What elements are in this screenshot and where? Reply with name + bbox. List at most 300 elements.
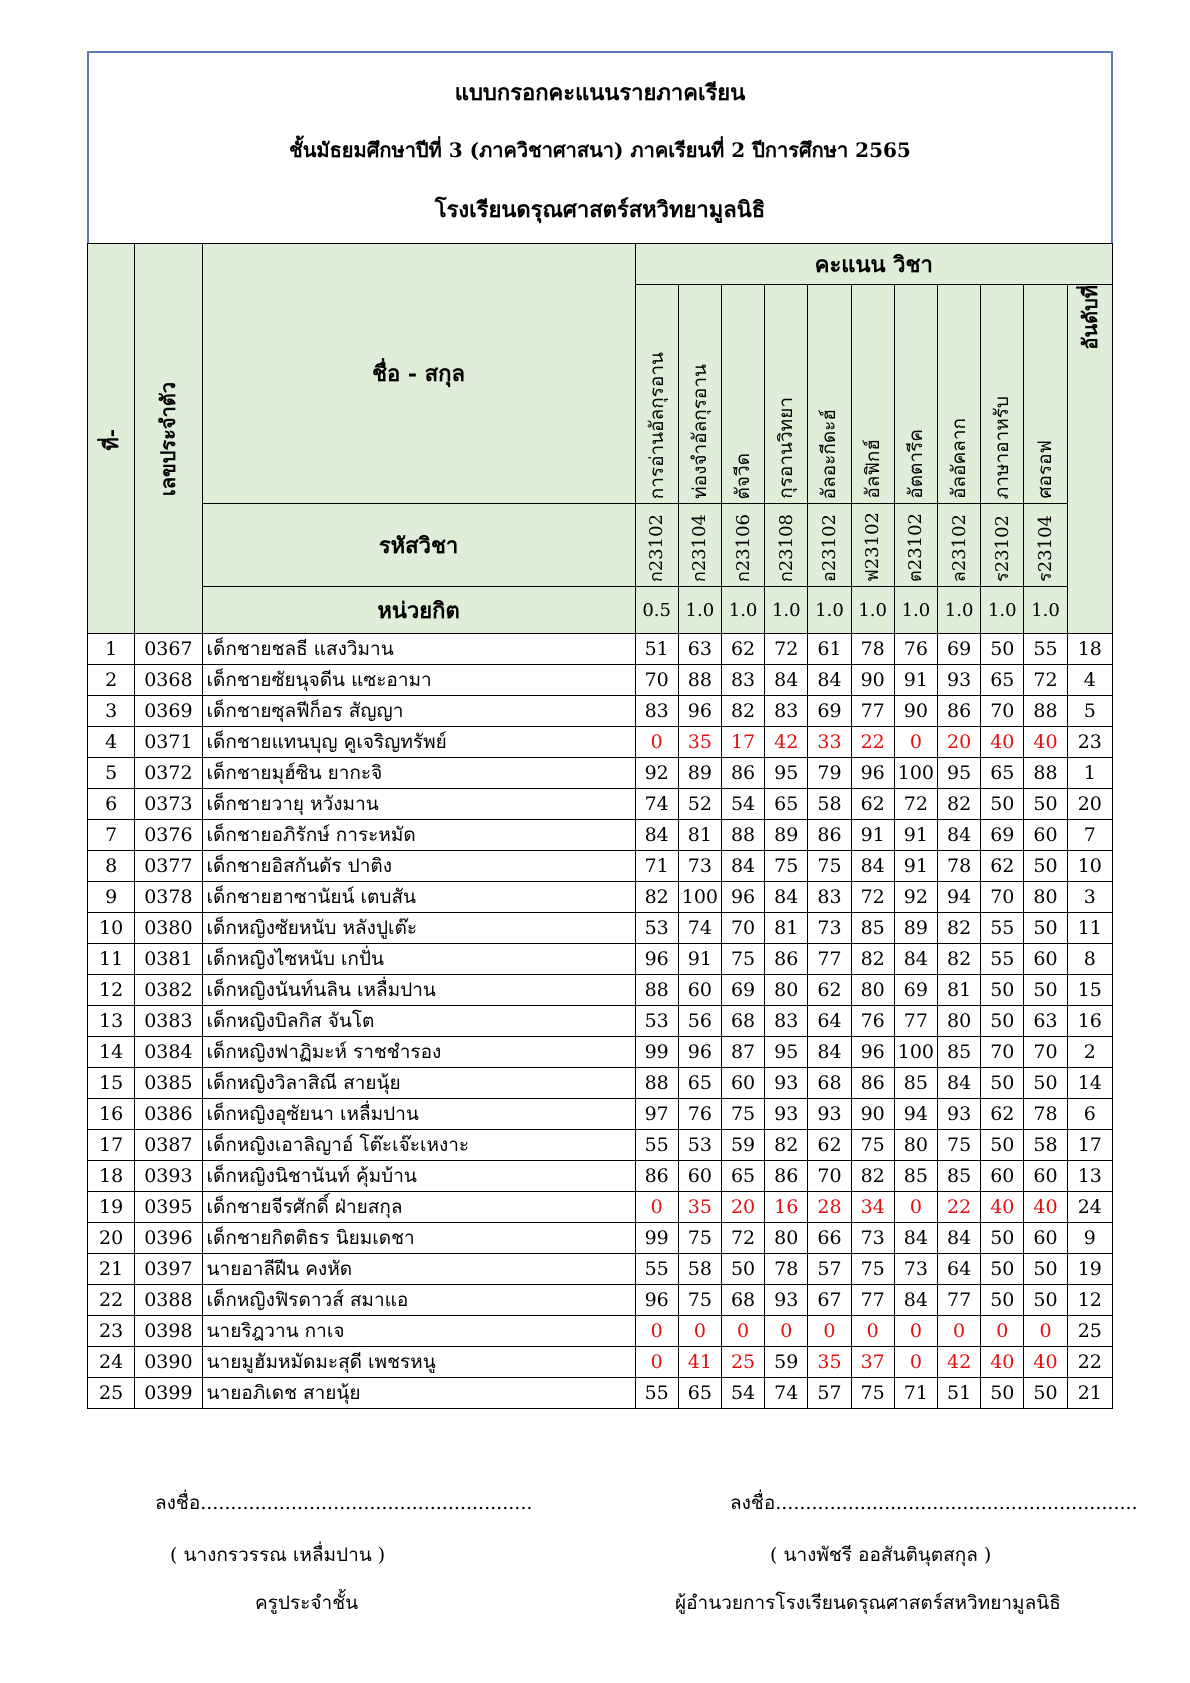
score-cell: 62 — [808, 975, 851, 1006]
rank-cell: 1 — [1067, 758, 1112, 789]
header-credit-label: หน่วยกิต — [202, 587, 635, 634]
subject-code: ก23106 — [721, 504, 764, 587]
student-name: นายอภิเดช สายนุ้ย — [202, 1378, 635, 1409]
student-name: เด็กชายซัยนุจดีน แซะอามา — [202, 665, 635, 696]
score-cell: 62 — [851, 789, 894, 820]
student-name: เด็กชายแทนบุญ คูเจริญทรัพย์ — [202, 727, 635, 758]
subject-code: ต23102 — [894, 504, 937, 587]
score-cell: 100 — [678, 882, 721, 913]
score-cell: 73 — [808, 913, 851, 944]
right-signer-role: ผู้อำนวยการโรงเรียนดรุณศาสตร์สหวิทยามูลนิธิ — [675, 1592, 1061, 1614]
subject-credit: 1.0 — [981, 587, 1024, 634]
score-cell: 53 — [678, 1130, 721, 1161]
score-cell: 84 — [937, 820, 980, 851]
score-cell: 55 — [635, 1130, 678, 1161]
student-name: เด็กหญิงไซหนับ เกปั่น — [202, 944, 635, 975]
header-rank: อันดับที่ — [1067, 285, 1112, 634]
subject-name-header: ตัจวีด — [721, 285, 764, 504]
row-number: 23 — [88, 1316, 135, 1347]
score-cell: 80 — [851, 975, 894, 1006]
score-cell: 20 — [721, 1192, 764, 1223]
score-cell: 0 — [635, 1316, 678, 1347]
row-number: 4 — [88, 727, 135, 758]
student-rows — [88, 634, 1113, 1409]
score-cell: 35 — [678, 727, 721, 758]
subject-name-header: กุรอานวิทยา — [765, 285, 808, 504]
score-cell: 53 — [635, 1006, 678, 1037]
student-id: 0395 — [135, 1192, 202, 1223]
score-cell: 50 — [1024, 789, 1067, 820]
table-row — [88, 696, 1113, 727]
score-cell: 89 — [678, 758, 721, 789]
score-cell: 22 — [937, 1192, 980, 1223]
score-cell: 70 — [635, 665, 678, 696]
score-cell: 85 — [937, 1037, 980, 1068]
student-id: 0398 — [135, 1316, 202, 1347]
header-score-group: คะแนน วิชา — [635, 244, 1112, 285]
score-cell: 96 — [635, 944, 678, 975]
student-name: เด็กหญิงนิชานันท์ คุ้มบ้าน — [202, 1161, 635, 1192]
score-cell: 84 — [851, 851, 894, 882]
score-cell: 40 — [1024, 1192, 1067, 1223]
score-cell: 60 — [678, 975, 721, 1006]
score-cell: 0 — [937, 1316, 980, 1347]
score-cell: 83 — [765, 1006, 808, 1037]
score-cell: 95 — [937, 758, 980, 789]
row-number: 24 — [88, 1347, 135, 1378]
student-id: 0384 — [135, 1037, 202, 1068]
score-cell: 56 — [678, 1006, 721, 1037]
score-cell: 99 — [635, 1223, 678, 1254]
score-cell: 50 — [981, 789, 1024, 820]
score-cell: 35 — [678, 1192, 721, 1223]
subject-code: อ23102 — [808, 504, 851, 587]
score-cell: 50 — [981, 634, 1024, 665]
score-cell: 62 — [721, 634, 764, 665]
rank-cell: 17 — [1067, 1130, 1112, 1161]
subject-code: ก23108 — [765, 504, 808, 587]
score-cell: 0 — [851, 1316, 894, 1347]
table-row — [88, 1378, 1113, 1409]
rank-cell: 21 — [1067, 1378, 1112, 1409]
score-cell: 50 — [981, 1006, 1024, 1037]
student-id: 0397 — [135, 1254, 202, 1285]
score-cell: 83 — [765, 696, 808, 727]
score-cell: 0 — [894, 1347, 937, 1378]
row-number: 17 — [88, 1130, 135, 1161]
score-cell: 71 — [894, 1378, 937, 1409]
score-cell: 35 — [808, 1347, 851, 1378]
score-cell: 62 — [981, 851, 1024, 882]
rank-cell: 23 — [1067, 727, 1112, 758]
score-cell: 50 — [1024, 1068, 1067, 1099]
subject-code-row — [88, 504, 1113, 587]
score-cell: 41 — [678, 1347, 721, 1378]
score-cell: 65 — [765, 789, 808, 820]
score-cell: 91 — [894, 820, 937, 851]
score-cell: 59 — [721, 1130, 764, 1161]
score-cell: 72 — [765, 634, 808, 665]
score-cell: 50 — [981, 1223, 1024, 1254]
subject-credit: 1.0 — [808, 587, 851, 634]
score-cell: 68 — [721, 1006, 764, 1037]
table-row — [88, 1161, 1113, 1192]
score-cell: 69 — [894, 975, 937, 1006]
score-cell: 73 — [678, 851, 721, 882]
score-cell: 17 — [721, 727, 764, 758]
score-cell: 62 — [808, 1130, 851, 1161]
score-cell: 60 — [678, 1161, 721, 1192]
table-row — [88, 665, 1113, 696]
score-cell: 80 — [937, 1006, 980, 1037]
left-signature-line: ลงชื่อ....................................................... — [155, 1492, 533, 1514]
row-number: 2 — [88, 665, 135, 696]
table-row — [88, 1130, 1113, 1161]
left-signer-name: ( นางกรวรรณ เหลื่มปาน ) — [170, 1544, 386, 1566]
score-cell: 84 — [937, 1223, 980, 1254]
student-id: 0378 — [135, 882, 202, 913]
rank-cell: 25 — [1067, 1316, 1112, 1347]
subject-credit: 1.0 — [851, 587, 894, 634]
row-number: 25 — [88, 1378, 135, 1409]
score-cell: 50 — [981, 1378, 1024, 1409]
subject-name-header: ท่องจำอัลกุรอาน — [678, 285, 721, 504]
student-id: 0383 — [135, 1006, 202, 1037]
student-id: 0376 — [135, 820, 202, 851]
score-cell: 85 — [894, 1068, 937, 1099]
score-cell: 82 — [851, 1161, 894, 1192]
score-cell: 57 — [808, 1378, 851, 1409]
rank-cell: 22 — [1067, 1347, 1112, 1378]
score-cell: 86 — [721, 758, 764, 789]
score-cell: 93 — [937, 665, 980, 696]
score-cell: 84 — [721, 851, 764, 882]
score-cell: 100 — [894, 1037, 937, 1068]
score-cell: 75 — [808, 851, 851, 882]
score-cell: 55 — [635, 1254, 678, 1285]
score-cell: 93 — [765, 1285, 808, 1316]
score-cell: 77 — [937, 1285, 980, 1316]
score-cell: 75 — [765, 851, 808, 882]
score-cell: 40 — [981, 1192, 1024, 1223]
score-cell: 20 — [937, 727, 980, 758]
rank-cell: 4 — [1067, 665, 1112, 696]
row-number: 12 — [88, 975, 135, 1006]
rank-cell: 2 — [1067, 1037, 1112, 1068]
score-cell: 96 — [635, 1285, 678, 1316]
score-cell: 0 — [635, 727, 678, 758]
student-id: 0367 — [135, 634, 202, 665]
score-cell: 58 — [1024, 1130, 1067, 1161]
student-name: นายริฎวาน กาเจ — [202, 1316, 635, 1347]
table-row — [88, 1254, 1113, 1285]
score-cell: 88 — [1024, 696, 1067, 727]
score-cell: 82 — [937, 789, 980, 820]
score-cell: 42 — [765, 727, 808, 758]
score-cell: 86 — [765, 944, 808, 975]
score-cell: 60 — [1024, 1161, 1067, 1192]
student-name: เด็กชายวายุ หวังมาน — [202, 789, 635, 820]
header-code-label: รหัสวิชา — [202, 504, 635, 587]
rank-cell: 14 — [1067, 1068, 1112, 1099]
row-number: 20 — [88, 1223, 135, 1254]
score-cell: 84 — [808, 1037, 851, 1068]
score-cell: 54 — [721, 789, 764, 820]
score-cell: 100 — [894, 758, 937, 789]
score-cell: 65 — [981, 758, 1024, 789]
subject-name-header: อัตตารีค — [894, 285, 937, 504]
score-cell: 73 — [851, 1223, 894, 1254]
table-row — [88, 1192, 1113, 1223]
row-number: 16 — [88, 1099, 135, 1130]
rank-cell: 6 — [1067, 1099, 1112, 1130]
score-cell: 75 — [721, 1099, 764, 1130]
score-cell: 25 — [721, 1347, 764, 1378]
table-row — [88, 913, 1113, 944]
score-cell: 50 — [1024, 851, 1067, 882]
header-no: ที่- — [88, 244, 135, 634]
score-cell: 81 — [765, 913, 808, 944]
student-id: 0371 — [135, 727, 202, 758]
score-cell: 96 — [851, 1037, 894, 1068]
score-cell: 91 — [678, 944, 721, 975]
rank-cell: 12 — [1067, 1285, 1112, 1316]
rank-cell: 11 — [1067, 913, 1112, 944]
student-name: เด็กหญิงเอาลิญาอ์ โต๊ะเจ๊ะเหงาะ — [202, 1130, 635, 1161]
score-cell: 0 — [1024, 1316, 1067, 1347]
rank-cell: 3 — [1067, 882, 1112, 913]
score-cell: 82 — [765, 1130, 808, 1161]
score-cell: 68 — [808, 1068, 851, 1099]
score-cell: 82 — [721, 696, 764, 727]
score-cell: 72 — [894, 789, 937, 820]
table-row — [88, 975, 1113, 1006]
score-cell: 75 — [678, 1223, 721, 1254]
header-student-id: เลขประจำตัว — [135, 244, 202, 634]
table-row — [88, 1316, 1113, 1347]
score-cell: 50 — [1024, 913, 1067, 944]
score-cell: 75 — [721, 944, 764, 975]
score-cell: 22 — [851, 727, 894, 758]
row-number: 13 — [88, 1006, 135, 1037]
student-id: 0393 — [135, 1161, 202, 1192]
row-number: 14 — [88, 1037, 135, 1068]
score-cell: 50 — [981, 1068, 1024, 1099]
score-cell: 63 — [678, 634, 721, 665]
student-name: เด็กหญิงนันท์นลิน เหลื่มปาน — [202, 975, 635, 1006]
score-cell: 94 — [937, 882, 980, 913]
score-cell: 88 — [721, 820, 764, 851]
score-cell: 0 — [894, 727, 937, 758]
score-cell: 69 — [981, 820, 1024, 851]
table-row — [88, 1285, 1113, 1316]
student-id: 0381 — [135, 944, 202, 975]
score-cell: 0 — [981, 1316, 1024, 1347]
score-cell: 70 — [1024, 1037, 1067, 1068]
school-name: โรงเรียนดรุณศาสตร์สหวิทยามูลนิธิ — [434, 197, 766, 223]
score-cell: 63 — [1024, 1006, 1067, 1037]
score-cell: 40 — [1024, 1347, 1067, 1378]
subject-code: ฟ23102 — [851, 504, 894, 587]
table-row — [88, 1006, 1113, 1037]
subject-credit: 1.0 — [721, 587, 764, 634]
score-cell: 90 — [851, 665, 894, 696]
score-cell: 92 — [635, 758, 678, 789]
score-cell: 93 — [765, 1099, 808, 1130]
form-title: แบบกรอกคะแนนรายภาคเรียน — [454, 80, 746, 106]
row-number: 6 — [88, 789, 135, 820]
score-cell: 40 — [1024, 727, 1067, 758]
header-name: ชื่อ - สกุล — [202, 244, 635, 504]
score-cell: 80 — [765, 975, 808, 1006]
left-signer-role: ครูประจำชั้น — [255, 1592, 359, 1614]
score-cell: 84 — [765, 665, 808, 696]
score-cell: 77 — [808, 944, 851, 975]
score-cell: 64 — [937, 1254, 980, 1285]
score-cell: 77 — [851, 1285, 894, 1316]
right-signature-line: ลงชื่อ............................................................ — [730, 1492, 1138, 1514]
rank-cell: 7 — [1067, 820, 1112, 851]
score-cell: 96 — [721, 882, 764, 913]
score-cell: 72 — [1024, 665, 1067, 696]
score-cell: 66 — [808, 1223, 851, 1254]
student-id: 0396 — [135, 1223, 202, 1254]
score-cell: 71 — [635, 851, 678, 882]
score-cell: 50 — [1024, 1378, 1067, 1409]
score-cell: 90 — [851, 1099, 894, 1130]
rank-cell: 9 — [1067, 1223, 1112, 1254]
student-id: 0385 — [135, 1068, 202, 1099]
score-cell: 60 — [981, 1161, 1024, 1192]
row-number: 22 — [88, 1285, 135, 1316]
score-cell: 82 — [635, 882, 678, 913]
table-row — [88, 758, 1113, 789]
score-cell: 88 — [635, 1068, 678, 1099]
score-cell: 78 — [937, 851, 980, 882]
row-number: 10 — [88, 913, 135, 944]
score-cell: 69 — [721, 975, 764, 1006]
table-row — [88, 1347, 1113, 1378]
rank-cell: 19 — [1067, 1254, 1112, 1285]
student-id: 0380 — [135, 913, 202, 944]
score-cell: 64 — [808, 1006, 851, 1037]
row-number: 3 — [88, 696, 135, 727]
score-cell: 79 — [808, 758, 851, 789]
subject-name-header: ภาษาอาหรับ — [981, 285, 1024, 504]
score-cell: 75 — [851, 1130, 894, 1161]
score-cell: 78 — [1024, 1099, 1067, 1130]
score-cell: 52 — [678, 789, 721, 820]
rank-cell: 8 — [1067, 944, 1112, 975]
subject-credit: 1.0 — [894, 587, 937, 634]
table-row — [88, 882, 1113, 913]
table-row — [88, 1068, 1113, 1099]
score-cell: 89 — [894, 913, 937, 944]
student-name: เด็กชายฮาซานัยน์ เตบสัน — [202, 882, 635, 913]
score-cell: 50 — [981, 975, 1024, 1006]
score-cell: 86 — [808, 820, 851, 851]
rank-cell: 18 — [1067, 634, 1112, 665]
row-number: 15 — [88, 1068, 135, 1099]
student-name: นายอาลีฝีน คงหัด — [202, 1254, 635, 1285]
table-row — [88, 944, 1113, 975]
row-number: 8 — [88, 851, 135, 882]
student-id: 0377 — [135, 851, 202, 882]
subject-code: ก23102 — [635, 504, 678, 587]
score-cell: 55 — [981, 944, 1024, 975]
score-cell: 91 — [894, 665, 937, 696]
score-cell: 68 — [721, 1285, 764, 1316]
student-name: เด็กชายอภิรักษ์ การะหมัด — [202, 820, 635, 851]
score-cell: 85 — [851, 913, 894, 944]
score-cell: 50 — [1024, 1285, 1067, 1316]
student-id: 0368 — [135, 665, 202, 696]
score-cell: 65 — [678, 1378, 721, 1409]
score-cell: 78 — [851, 634, 894, 665]
score-cell: 84 — [808, 665, 851, 696]
table-row — [88, 851, 1113, 882]
score-cell: 90 — [894, 696, 937, 727]
subject-name-header: อัลอัคลาก — [937, 285, 980, 504]
student-name: เด็กชายอิสกันดัร ปาติง — [202, 851, 635, 882]
score-cell: 51 — [937, 1378, 980, 1409]
subject-credit: 1.0 — [1024, 587, 1067, 634]
score-cell: 70 — [981, 882, 1024, 913]
student-name: เด็กหญิงฟาฏิมะห์ ราชชำรอง — [202, 1037, 635, 1068]
rank-cell: 24 — [1067, 1192, 1112, 1223]
subject-code: ร23104 — [1024, 504, 1067, 587]
score-cell: 0 — [678, 1316, 721, 1347]
score-cell: 74 — [635, 789, 678, 820]
subject-credit: 1.0 — [765, 587, 808, 634]
score-cell: 84 — [635, 820, 678, 851]
score-cell: 70 — [721, 913, 764, 944]
table-row — [88, 820, 1113, 851]
student-name: เด็กชายมุฮ์ซิน ยากะจิ — [202, 758, 635, 789]
student-name: เด็กหญิงซัยหนับ หลังปูเต๊ะ — [202, 913, 635, 944]
score-cell: 50 — [981, 1130, 1024, 1161]
subject-credit: 1.0 — [937, 587, 980, 634]
student-name: เด็กชายชลธี แสงวิมาน — [202, 634, 635, 665]
score-cell: 80 — [765, 1223, 808, 1254]
score-cell: 70 — [981, 696, 1024, 727]
subject-name-header: อัลฟิกฮ์ — [851, 285, 894, 504]
score-cell: 60 — [1024, 1223, 1067, 1254]
score-cell: 83 — [808, 882, 851, 913]
score-cell: 42 — [937, 1347, 980, 1378]
score-cell: 84 — [894, 1285, 937, 1316]
score-cell: 80 — [1024, 882, 1067, 913]
score-cell: 72 — [721, 1223, 764, 1254]
score-cell: 58 — [808, 789, 851, 820]
subject-name-header: ศอรอฟ — [1024, 285, 1067, 504]
score-cell: 81 — [678, 820, 721, 851]
subject-code: ร23102 — [981, 504, 1024, 587]
score-cell: 88 — [1024, 758, 1067, 789]
right-signer-name: ( นางพัชรี ออสันตินุตสกุล ) — [770, 1544, 992, 1566]
score-cell: 57 — [808, 1254, 851, 1285]
score-cell: 60 — [721, 1068, 764, 1099]
rank-cell: 10 — [1067, 851, 1112, 882]
student-name: เด็กชายกิตติธร นิยมเดชา — [202, 1223, 635, 1254]
student-name: เด็กชายซุลฟีก็อร สัญญา — [202, 696, 635, 727]
rank-cell: 20 — [1067, 789, 1112, 820]
student-name: เด็กหญิงฟิรดาวส์ สมาแอ — [202, 1285, 635, 1316]
score-cell: 75 — [678, 1285, 721, 1316]
score-cell: 73 — [894, 1254, 937, 1285]
score-cell: 74 — [678, 913, 721, 944]
subject-code: ก23104 — [678, 504, 721, 587]
